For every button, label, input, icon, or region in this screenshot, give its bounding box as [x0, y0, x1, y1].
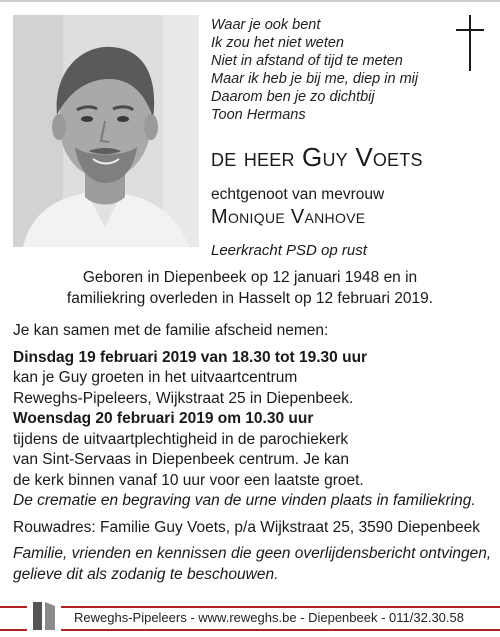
deceased-name: de heer Guy Voets	[211, 142, 423, 172]
birth-line: Geboren in Diepenbeek op 12 januari 1948 en in	[82, 269, 418, 286]
funeral-home-contact: Reweghs-Pipeleers - www.reweghs.be - Diepenbeek - 011/32.30.58	[70, 608, 468, 628]
poem-line: Niet in afstand of tijd te meten	[211, 53, 403, 69]
visitation-heading: Dinsdag 19 februari 2019 van 18.30 tot 19.30 uur	[13, 348, 368, 366]
death-line: familiekring overleden in Hasselt op 12 februari 2019.	[66, 290, 434, 307]
poem-line: Ik zou het niet weten	[211, 35, 344, 51]
footer-rule-bottom	[0, 629, 500, 631]
poem-line: Daarom ben je zo dichtbij	[211, 89, 375, 105]
latin-cross-icon	[454, 15, 486, 71]
spouse-name: Monique Vanhove	[211, 206, 366, 228]
notice-line: Familie, vrienden en kennissen die geen overlijdensbericht ontvingen,	[13, 545, 492, 562]
farewell-section	[13, 321, 493, 585]
occupation: Leerkracht PSD op rust	[211, 242, 367, 259]
cremation-note: De crematie en begraving van de urne vinden plaats in familiekring.	[13, 492, 476, 509]
service-line: tijdens de uitvaartplechtigheid in de parochiekerk	[13, 430, 349, 448]
visitation-line: Reweghs-Pipeleers, Wijkstraat 25 in Diepenbeek.	[13, 389, 354, 407]
service-line: de kerk binnen vanaf 10 uur voor een laatste groet.	[13, 471, 364, 489]
visitation-line: kan je Guy groeten in het uitvaartcentrum	[13, 369, 298, 386]
birth-death-statement	[0, 267, 500, 309]
farewell-intro: Je kan samen met de familie afscheid nemen:	[13, 322, 329, 339]
portrait-photo	[13, 15, 199, 247]
footer	[0, 594, 500, 632]
poem-line: Waar je ook bent	[211, 17, 321, 33]
mourning-address: Rouwadres: Familie Guy Voets, p/a Wijkstraat 25, 3590 Diepenbeek	[13, 518, 480, 536]
funeral-home-logo	[27, 596, 61, 632]
poem-author: Toon Hermans	[211, 107, 306, 123]
top-border	[0, 0, 500, 2]
spouse-label: echtgenoot van mevrouw	[211, 186, 385, 203]
poem-line: Maar ik heb je bij me, diep in mij	[211, 71, 419, 87]
poem	[211, 16, 451, 124]
notice-line: gelieve dit als zodanig te beschouwen.	[13, 565, 279, 583]
service-heading: Woensdag 20 februari 2019 om 10.30 uur	[13, 410, 314, 427]
service-line: van Sint-Servaas in Diepenbeek centrum. Je kan	[13, 451, 350, 468]
